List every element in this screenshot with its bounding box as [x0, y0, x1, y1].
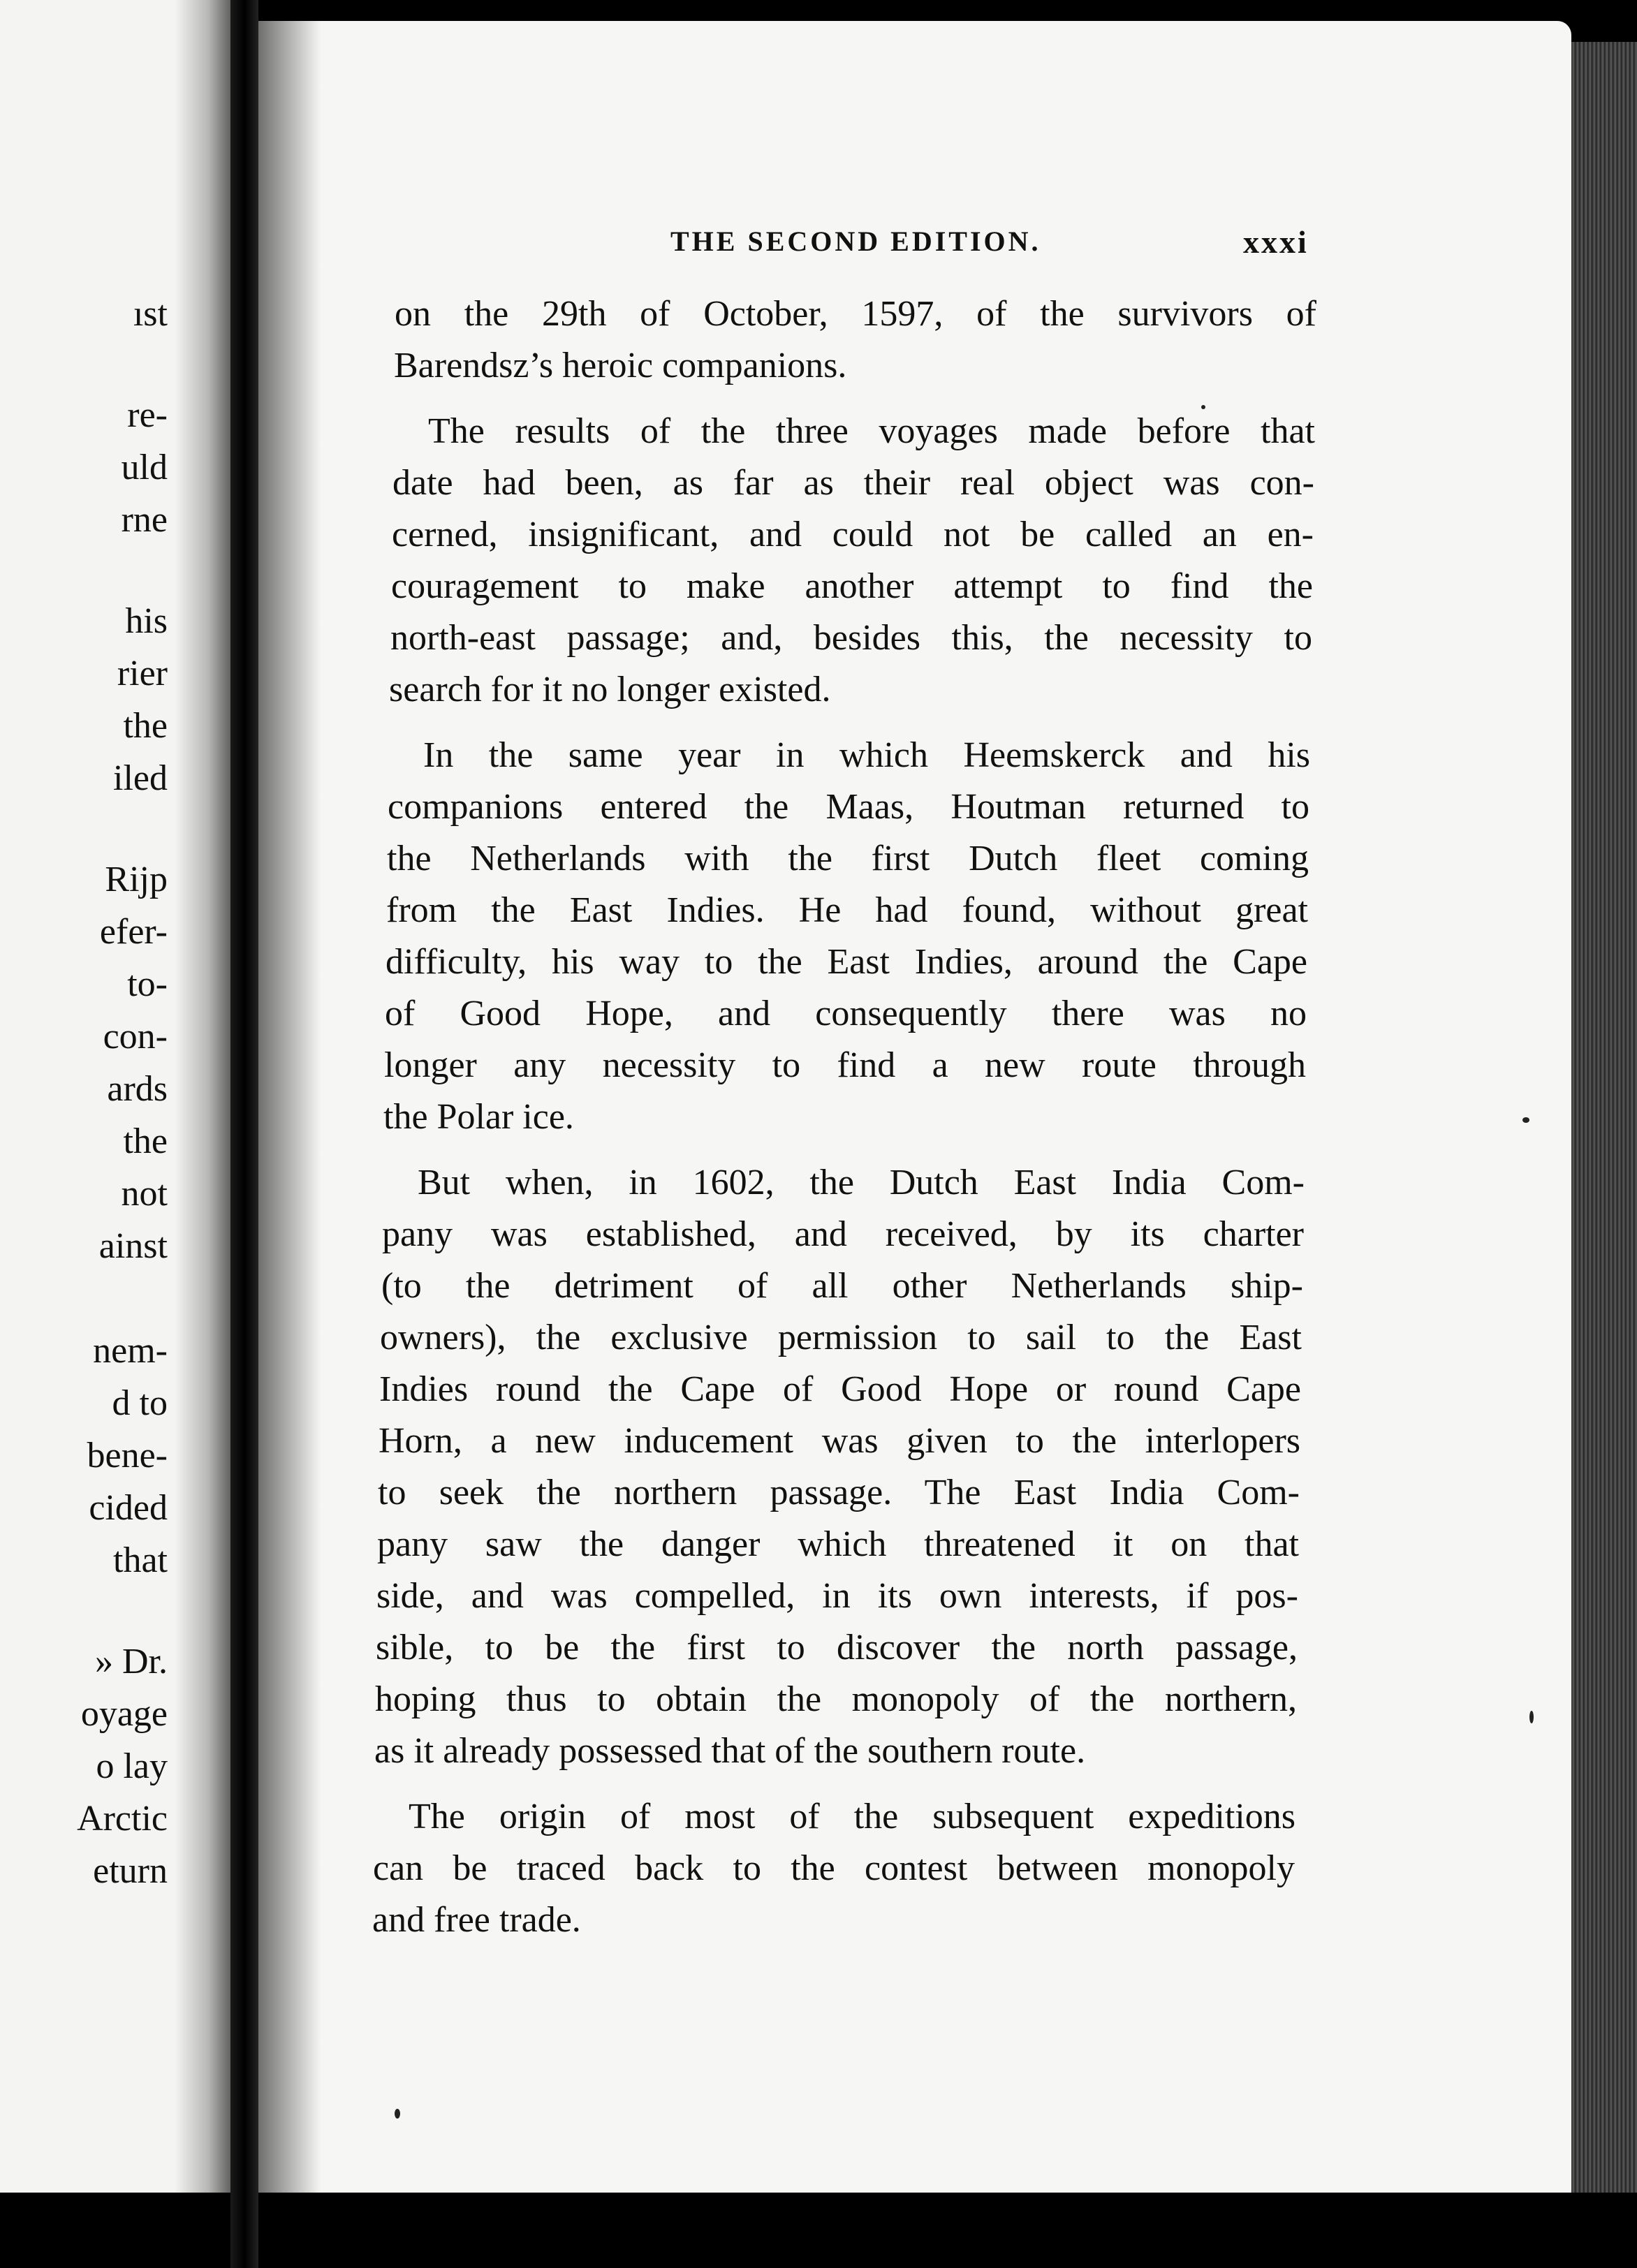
- text-line: couragement to make another attempt to find the: [391, 566, 1313, 606]
- text-line: But when, in 1602, the Dutch East India Com-: [418, 1163, 1305, 1202]
- previous-page-line-fragment: efer-: [99, 912, 168, 952]
- previous-page-line-fragment: ıst: [133, 294, 168, 334]
- text-line: Barendsz’s heroic companions.: [394, 346, 847, 385]
- text-line: In the same year in which Heemskerck and his: [423, 735, 1310, 775]
- scan-speck: [1201, 405, 1205, 409]
- previous-page-line-fragment: d to: [112, 1383, 168, 1423]
- text-line: owners), the exclusive permission to sail to the East: [380, 1318, 1302, 1357]
- previous-page-line-fragment: con-: [103, 1017, 168, 1056]
- text-line: to seek the northern passage. The East India Com-: [378, 1473, 1300, 1512]
- text-line: the Polar ice.: [383, 1097, 574, 1137]
- previous-page-line-fragment: rne: [121, 500, 168, 540]
- previous-page-line-fragment: iled: [113, 758, 168, 798]
- gutter-shadow: [258, 21, 321, 2193]
- scan-speck: [1529, 1711, 1534, 1723]
- text-line: cerned, insignificant, and could not be called an en-: [392, 515, 1314, 554]
- previous-page-line-fragment: uld: [121, 448, 168, 487]
- scan-speck: [1522, 1117, 1529, 1123]
- previous-page-line-fragment: oyage: [80, 1694, 168, 1734]
- previous-page-line-fragment: that: [113, 1540, 168, 1580]
- text-line: sible, to be the first to discover the north passage,: [376, 1628, 1298, 1667]
- text-line: date had been, as far as their real object was con-: [392, 463, 1314, 503]
- running-head: THE SECOND EDITION.: [670, 226, 1041, 257]
- text-line: pany saw the danger which threatened it on that: [377, 1524, 1299, 1564]
- previous-page-line-fragment: re-: [127, 395, 168, 435]
- previous-page-line-fragment: Rijp: [105, 860, 168, 899]
- previous-page-line-fragment: nem-: [93, 1331, 168, 1371]
- previous-page-line-fragment: ainst: [98, 1226, 168, 1266]
- text-line: of Good Hope, and consequently there was no: [385, 994, 1307, 1033]
- previous-page-line-fragment: his: [125, 601, 168, 641]
- text-line: north-east passage; and, besides this, the necessity to: [390, 618, 1312, 658]
- text-line: difficulty, his way to the East Indies, around the Cape: [386, 942, 1307, 982]
- text-line: side, and was compelled, in its own interests, if pos-: [376, 1576, 1298, 1616]
- text-line: as it already possessed that of the southern route.: [374, 1731, 1086, 1771]
- previous-page-line-fragment: rier: [117, 654, 168, 693]
- previous-page-line-fragment: bene-: [87, 1436, 168, 1475]
- text-line: longer any necessity to find a new route through: [384, 1045, 1306, 1085]
- text-line: Horn, a new inducement was given to the interlopers: [379, 1421, 1300, 1461]
- scan-speck: [395, 2109, 400, 2119]
- text-line: companions entered the Maas, Houtman returned to: [388, 787, 1309, 827]
- text-line: The results of the three voyages made before that: [428, 411, 1315, 451]
- book-spine: [230, 0, 258, 2268]
- text-line: (to the detriment of all other Netherlands ship-: [381, 1266, 1303, 1306]
- text-line: search for it no longer existed.: [389, 670, 831, 709]
- previous-page-line-fragment: o lay: [96, 1746, 168, 1786]
- previous-page-line-fragment: the: [123, 706, 168, 746]
- previous-page-line-fragment: cided: [89, 1488, 168, 1528]
- previous-page-fragment: [0, 0, 230, 2193]
- page-number: xxxi: [1243, 224, 1309, 260]
- gutter-shadow: [175, 0, 230, 2193]
- previous-page-line-fragment: the: [123, 1121, 168, 1161]
- text-line: from the East Indies. He had found, without great: [386, 890, 1308, 930]
- previous-page-line-fragment: eturn: [93, 1851, 168, 1891]
- text-line: hoping thus to obtain the monopoly of the northern,: [375, 1679, 1297, 1719]
- text-line: the Netherlands with the first Dutch fleet coming: [387, 839, 1309, 878]
- previous-page-line-fragment: » Dr.: [95, 1642, 168, 1681]
- text-line: and free trade.: [372, 1900, 581, 1940]
- text-line: Indies round the Cape of Good Hope or round Cape: [379, 1369, 1301, 1409]
- previous-page-line-fragment: not: [121, 1174, 168, 1214]
- previous-page-line-fragment: Arctic: [77, 1799, 168, 1839]
- previous-page-line-fragment: to-: [127, 964, 168, 1004]
- text-line: The origin of most of the subsequent expeditions: [409, 1797, 1295, 1836]
- text-line: pany was established, and received, by its charter: [382, 1214, 1304, 1254]
- previous-page-line-fragment: ards: [107, 1069, 168, 1109]
- page-edges: [1571, 42, 1637, 2193]
- text-line: on the 29th of October, 1597, of the survivors of: [395, 294, 1316, 334]
- text-line: can be traced back to the contest between monopoly: [373, 1848, 1295, 1888]
